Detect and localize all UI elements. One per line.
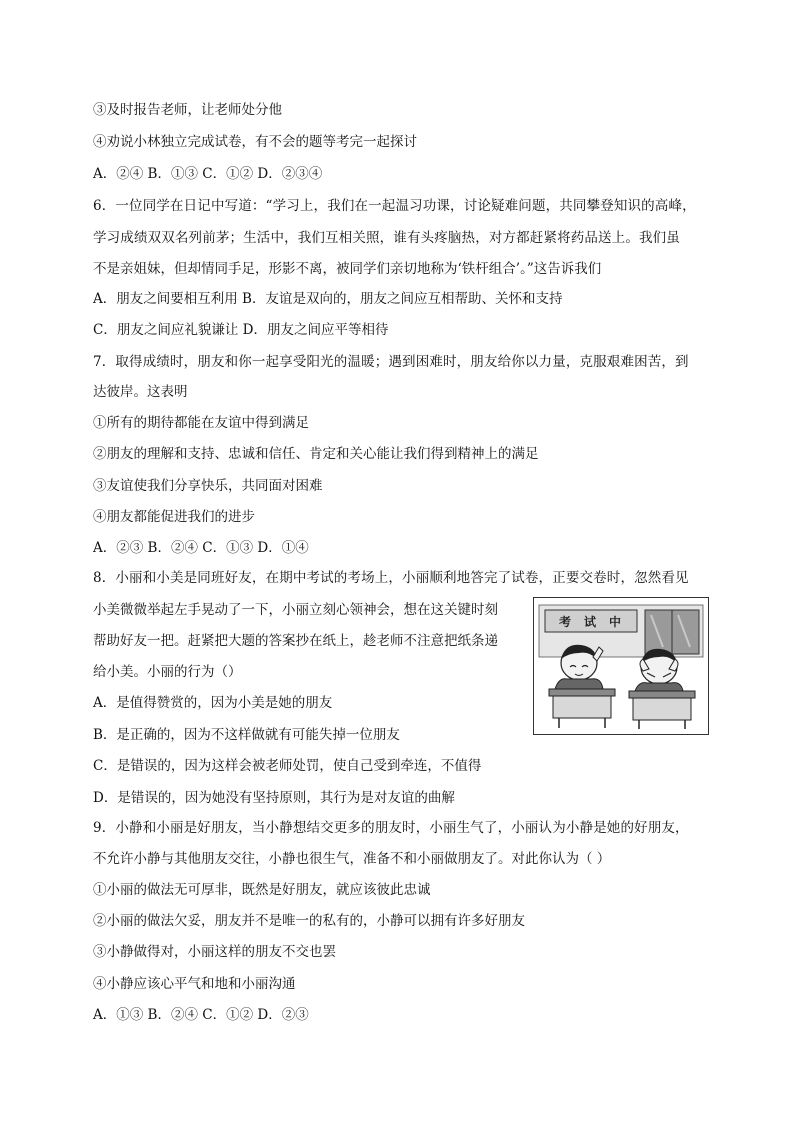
q9-option-4: ④小静应该心平气和地和小丽沟通 bbox=[93, 976, 296, 992]
q9-stem-line-2: 不允许小静与其他朋友交往，小静也很生气，准备不和小丽做朋友了。对此你认为（ ） bbox=[93, 851, 611, 867]
desk-right bbox=[629, 691, 695, 698]
q8-stem-line-2: 小美微微举起左手晃动了一下，小丽立刻心领神会，想在这关键时刻 bbox=[93, 602, 498, 618]
q5-option-4: ④劝说小林独立完成试卷，有不会的题等考完一起探讨 bbox=[93, 134, 417, 150]
q6-stem-line-3: 不是亲姐妹，但却情同手足，形影不离，被同学们亲切地称为‘铁杆组合’。”这告诉我们 bbox=[93, 261, 602, 277]
q9-option-1: ①小丽的做法无可厚非，既然是好朋友，就应该彼此忠诚 bbox=[93, 882, 431, 898]
q9-option-2: ②小丽的做法欠妥，朋友并不是唯一的私有的，小静可以拥有许多好朋友 bbox=[93, 913, 525, 929]
q8-choice-a: A．是值得赞赏的，因为小美是她的朋友 bbox=[93, 695, 333, 711]
q8-stem-line-3: 帮助好友一把。赶紧把大题的答案抄在纸上，趁老师不注意把纸条递 bbox=[93, 633, 498, 649]
q8-stem-line-4: 给小美。小丽的行为（） bbox=[93, 664, 242, 680]
q9-answer-choices: A．①③ B．②④ C．①② D．②③ bbox=[93, 1007, 309, 1023]
q8-choice-c: C．是错误的，因为这样会被老师处罚，使自己受到牵连，不值得 bbox=[93, 758, 482, 774]
q6-answer-choices-ab: A．朋友之间要相互利用 B．友谊是双向的，朋友之间应互相帮助、关怀和支持 bbox=[93, 291, 563, 307]
q5-option-3: ③及时报告老师，让老师处分他 bbox=[93, 102, 282, 118]
q7-stem-line-1: 7．取得成绩时，朋友和你一起享受阳光的温暖；遇到困难时，朋友给你以力量，克服艰难困苦，到 bbox=[93, 354, 689, 370]
q7-stem-line-2: 达彼岸。这表明 bbox=[93, 384, 188, 400]
q7-option-3: ③友谊使我们分享快乐，共同面对困难 bbox=[93, 478, 323, 494]
q7-option-4: ④朋友都能促进我们的进步 bbox=[93, 509, 255, 525]
q7-option-1: ①所有的期待都能在友谊中得到满足 bbox=[93, 415, 309, 431]
q9-stem-line-1: 9．小静和小丽是好朋友，当小静想结交更多的朋友时，小丽生气了，小丽认为小静是她的好朋友， bbox=[93, 820, 689, 836]
q6-stem-line-1: 6．一位同学在日记中写道：“学习上，我们在一起温习功课，讨论疑难问题，共同攀登知识的高峰， bbox=[93, 198, 696, 214]
sign-char-3: 中 bbox=[609, 615, 622, 629]
exam-room-illustration bbox=[533, 597, 709, 735]
q5-answer-choices: A．②④ B．①③ C．①② D．②③④ bbox=[93, 166, 323, 182]
q8-stem-line-1: 8．小丽和小美是同班好友，在期中考试的考场上，小丽顺利地答完了试卷，正要交卷时，忽然看见 bbox=[93, 570, 689, 586]
q6-stem-line-2: 学习成绩双双名列前茅；生活中，我们互相关照，谁有头疼脑热，对方都赶紧将药品送上。我们虽 bbox=[93, 230, 680, 246]
q7-answer-choices: A．②③ B．②④ C．①③ D．①④ bbox=[93, 540, 309, 556]
q8-choice-d: D．是错误的，因为她没有坚持原则，其行为是对友谊的曲解 bbox=[93, 790, 455, 806]
q8-choice-b: B．是正确的，因为不这样做就有可能失掉一位朋友 bbox=[93, 727, 400, 743]
desk-left bbox=[549, 689, 615, 696]
sign-char-1: 考 bbox=[559, 615, 572, 629]
q7-option-2: ②朋友的理解和支持、忠诚和信任、肯定和关心能让我们得到精神上的满足 bbox=[93, 446, 539, 462]
q6-answer-choices-cd: C．朋友之间应礼貌谦让 D．朋友之间应平等相待 bbox=[93, 322, 389, 338]
q9-option-3: ③小静做得对，小丽这样的朋友不交也罢 bbox=[93, 944, 336, 960]
sign-char-2: 试 bbox=[584, 615, 597, 629]
